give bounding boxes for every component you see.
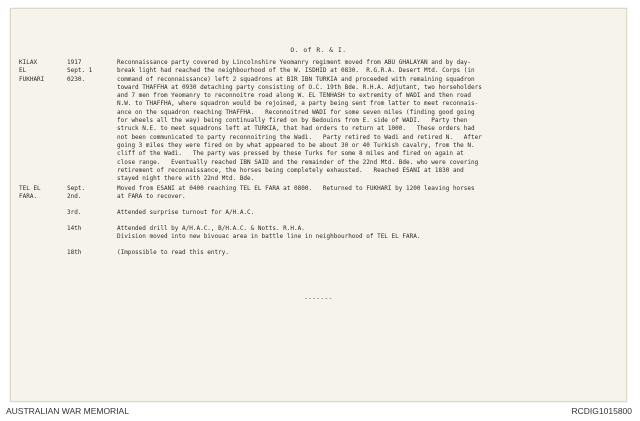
entry-text: (Impossible to read this entry. [117, 249, 229, 256]
diary-page [10, 8, 627, 402]
archive-credit: AUSTRALIAN WAR MEMORIAL [6, 406, 129, 416]
entry-date: 3rd. [67, 209, 82, 216]
entry-date: 18th [67, 249, 82, 256]
record-id: RCDIG1015800 [571, 406, 632, 416]
page-heading: O. of R. & I. [290, 47, 347, 54]
closing-dashes: ------- [304, 295, 333, 302]
entry-text: Moved from ESANI at 0400 reaching TEL EL FARA at 0800. Returned to FUKHARI by 1200 leaving horses at FARA to recover. [117, 185, 475, 201]
entry-place: TEL EL FARA. [19, 185, 41, 201]
entry-date: 14th [67, 225, 82, 232]
entry-text: Attended drill by A/H.A.C., B/H.A.C. & Notts. R.H.A. Division moved into new bivouac area in battle line in neighbourhood of TEL EL FARA. [117, 225, 421, 241]
archive-stamp [37, 19, 71, 33]
entry-text: Reconnaissance party covered by Lincolnshire Yeomanry regiment moved from ABU GHALAYAN and by day- break light had reached the neighbourhood of the W. ISDHID at 0830. R.G.R.A. Desert Mtd. Corps (in command of reconnaissance) left 2 squadrons at BIR IBN TURKIA and proceeded with remaining squadron toward THAFFHA at 0930 detaching party consisting of O.C. 19th Bde. R.H.A. Adjutant, two horseholders and 7 men from Yeomanry to reconnoitre road along W. EL TENHASH to extremity of WADI and then road N.W. to THAFFHA, where squadron would be rejoined, a party being sent from latter to meet reconnais- ance on the squadron reaching THAFFHA. Reconnoitred WADI for some seven miles (finding good going for wheels all the way) being continually fired on by Bedouins from E. side of WADI. Party then struck N.E. to meet squadrons left at TURKIA, that had orders to return at 1000. These orders had not been communicated to party reconnoitring the Wadi. Party retired to Wadi and retired N. After going 3 miles they were fired on by what appeared to be about 30 or 40 Turkish cavalry, from the N. cliff of the Wadi. The party was pressed by these Turks for some 8 miles and fired on again at close range. Eventually reached IBN SAID and the remainder of the 22nd Mtd. Bde. who were covering retirement of reconnaissance, the horses being completely exhausted. Reached ESANI at 1830 and stayed night there with 22nd Mtd. Bde. [117, 59, 482, 183]
entry-date: Sept. 2nd. [67, 185, 86, 201]
entry-text: Attended surprise turnout for A/H.A.C. [117, 209, 255, 216]
entry-date: 1917 Sept. 1 0230. [67, 59, 93, 83]
entry-place: KILAX EL FUKHARI [19, 59, 45, 83]
